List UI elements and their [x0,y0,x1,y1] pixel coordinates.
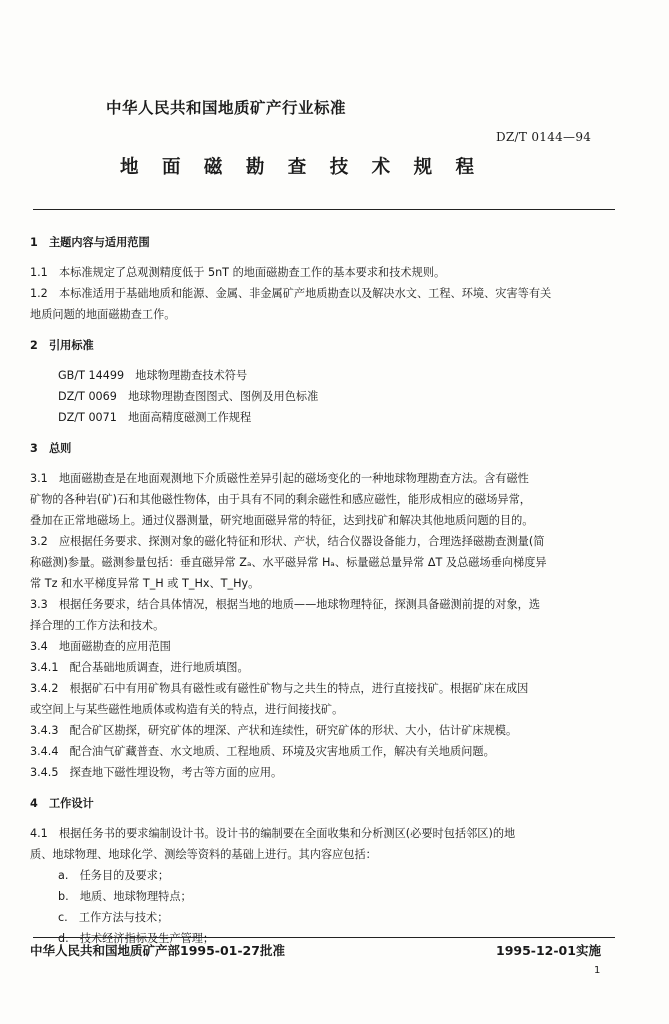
list-item-d: d. 技术经济指标及生产管理； [58,932,215,945]
clause-3-4-1: 3.4.1 配合基础地质调查，进行地质填图。 [30,661,249,674]
clause-3-2-line-3: 常 Tz 和水平梯度异常 T_H 或 T_Hx、T_Hy。 [30,577,260,590]
section-4-heading: 4 工作设计 [30,797,94,810]
header-divider [33,209,615,210]
document-body [30,232,620,949]
list-item-c: c. 工作方法与技术； [58,911,169,924]
page-number: 1 [594,965,601,976]
clause-1-1: 1.1 本标准规定了总观测精度低于 5nT 的地面磁勘查工作的基本要求和技术规则。 [30,266,446,279]
clause-4-1-line-1: 4.1 根据任务书的要求编制设计书。设计书的编制要在全面收集和分析测区(必要时包括邻区)的地 [30,827,516,840]
clause-3-1-line-3: 叠加在正常地磁场上。通过仪器测量，研究地面磁异常的特征，达到找矿和解决其他地质问题的目的。 [30,514,534,527]
reference-2: DZ/T 0069 地球物理勘查图图式、图例及用色标准 [58,390,319,403]
clause-3-4-3: 3.4.3 配合矿区勘探，研究矿体的埋深、产状和连续性，研究矿体的形状、大小，估计矿床规模。 [30,724,518,737]
standard-code: DZ/T 0144—94 [496,130,592,144]
list-item-b: b. 地质、地球物理特点； [58,890,192,903]
clause-1-2-line-1: 1.2 本标准适用于基础地质和能源、金属、非金属矿产地质勘查以及解决水文、工程、环境、灾害等有关 [30,287,552,300]
clause-3-1-line-1: 3.1 地面磁勘查是在地面观测地下介质磁性差异引起的磁场变化的一种地球物理勘查方法。含有磁性 [30,472,529,485]
clause-4-1-line-2: 质、地球物理、地球化学、测绘等资料的基础上进行。其内容应包括： [30,848,377,861]
effective-date: 1995-12-01实施 [496,943,601,958]
clause-3-3-line-2: 择合理的工作方法和技术。 [30,619,165,632]
clause-3-3-line-1: 3.3 根据任务要求，结合具体情况，根据当地的地质——地球物理特征，探测具备磁测前提的对象，选 [30,598,541,611]
clause-3-4-5: 3.4.5 探查地下磁性埋设物，考古等方面的应用。 [30,766,283,779]
clause-3-2-line-1: 3.2 应根据任务要求、探测对象的磁化特征和形状、产状，结合仪器设备能力，合理选择磁勘查测量(简 [30,535,545,548]
section-3-heading: 3 总则 [30,442,72,455]
reference-3: DZ/T 0071 地面高精度磁测工作规程 [58,411,252,424]
clause-3-4-2-line-1: 3.4.2 根据矿石中有用矿物具有磁性或有磁性矿物与之共生的特点，进行直接找矿。根据矿床在成因 [30,682,529,695]
clause-3-1-line-2: 矿物的各种岩(矿)石和其他磁性物体，由于具有不同的剩余磁性和感应磁性，能形成相应的磁场异常， [30,493,531,506]
clause-1-2-line-2: 地质问题的地面磁勘查工作。 [30,308,176,321]
reference-1: GB/T 14499 地球物理勘查技术符号 [58,369,248,382]
clause-3-2-line-2: 称磁测)参量。磁测参量包括：垂直磁异常 Zₐ、水平磁异常 Hₐ、标量磁总量异常 ΔT 及总磁场垂向梯度异 [30,556,547,569]
clause-3-4-4: 3.4.4 配合油气矿藏普查、水文地质、工程地质、环境及灾害地质工作，解决有关地质问题。 [30,745,495,758]
section-1-heading: 1 主题内容与适用范围 [30,236,150,249]
clause-3-4-2-line-2: 或空间上与某些磁性地质体或构造有关的特点，进行间接找矿。 [30,703,344,716]
issuing-authority: 中华人民共和国地质矿产行业标准 [106,99,347,117]
list-item-a: a. 任务目的及要求； [58,869,170,882]
document-title: 地 面 磁 勘 查 技 术 规 程 [120,157,483,178]
footer-divider [33,937,615,938]
section-2-heading: 2 引用标准 [30,339,94,352]
approval-line: 中华人民共和国地质矿产部1995-01-27批准 [30,943,285,958]
clause-3-4: 3.4 地面磁勘查的应用范围 [30,640,171,653]
